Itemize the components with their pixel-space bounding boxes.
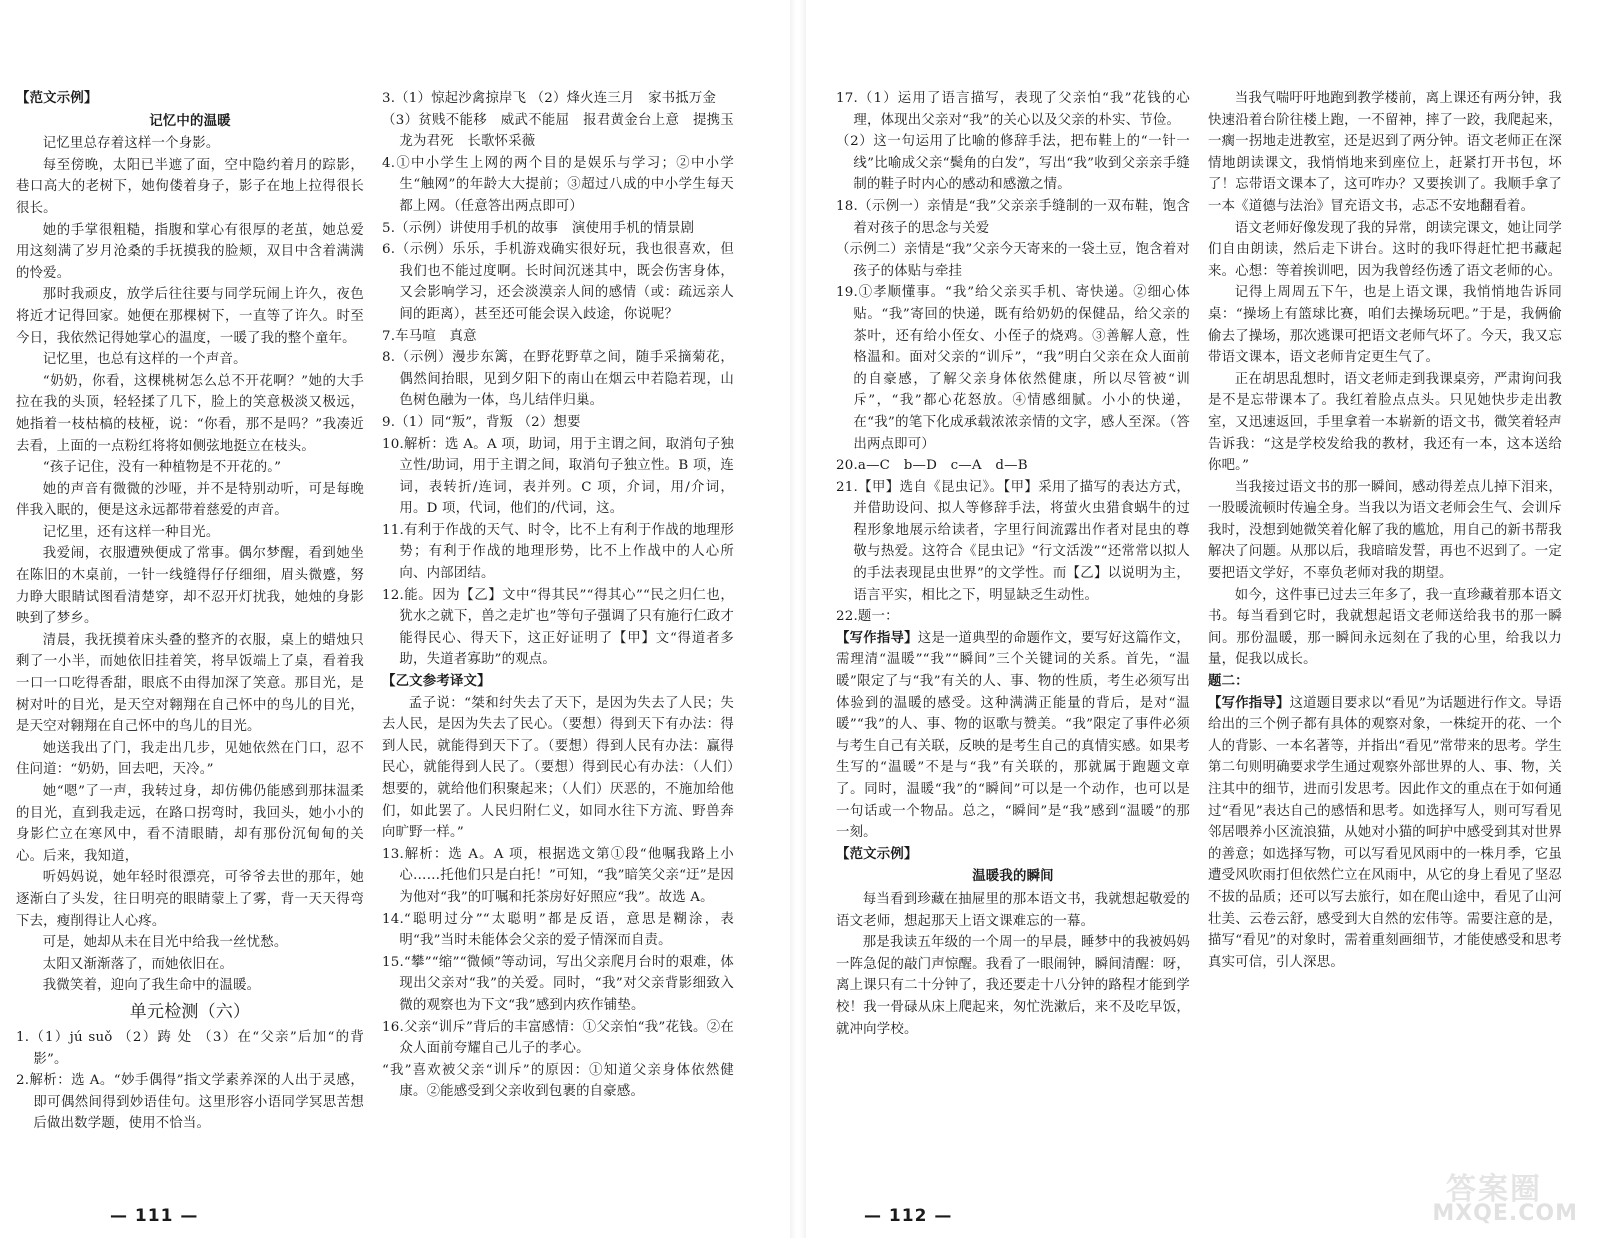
answer-item: 13.解析：选 A。A 项，根据选文第①段“他嘱我路上小心……托他们只是白托！”可知，“我”暗笑父亲“迂”是因为他对“我”的叮嘱和托茶房好好照应“我”。故选 A。 <box>382 846 734 905</box>
answer-list <box>382 88 734 671</box>
answer-item: 22.题一： <box>836 609 899 625</box>
essay-paragraph: 每当看到珍藏在抽屉里的那本语文书，我就想起敬爱的语文老师，想起那天上语文课难忘的一幕。 <box>836 891 1190 929</box>
essay-body <box>16 133 364 997</box>
answer-list <box>382 844 734 1103</box>
left-column-2 <box>382 88 734 1196</box>
right-column-2 <box>1208 88 1562 1196</box>
answer-item: 17.（1）运用了语言描写，表现了父亲怕“我”花钱的心理，体现出父亲对“我”的关心以及父亲的朴实、节俭。 <box>836 91 1190 128</box>
answer-item: 12.能。因为【乙】文中“得其民”“得其心”“民之归仁也，犹水之就下，兽之走圹也”等句子强调了只有施行仁政才能得民心、得天下，这正好证明了【甲】文“得道者多助，失道者寡助”的观点。 <box>382 587 734 668</box>
essay-paragraph: 如今，这件事已过去三年多了，我一直珍藏着那本语文书。每当看到它时，我就想起语文老师送给我书的那一瞬间。那份温暖，那一瞬间永远刻在了我的心里，给我以力量，促我以成长。 <box>1208 587 1562 668</box>
essay-paragraph: 清晨，我抚摸着床头叠的整齐的衣服，桌上的蜡烛只剩了一小半，而她依旧挂着笑，将早饭端上了桌，看着我一口一口吃得香甜，眼底不由得加深了笑意。那目光，是树对叶的目光，是天空对翱翔在自己怀中的鸟儿的目光，是天空对翱翔在自己怀中的鸟儿的目光。 <box>16 632 364 735</box>
answer-item: 3.（1）惊起沙禽掠岸飞 （2）烽火连三月 家书抵万金 <box>382 91 717 106</box>
essay-title: 记忆中的温暖 <box>149 112 231 129</box>
answer-item: 4.①中小学生上网的两个目的是娱乐与学习；②中小学生“触网”的年龄大大提前；③超过八成的中小学生每天都上网。（任意答出两点即可） <box>382 155 734 214</box>
answer-item: 1.（1）jú suǒ （2）踌 处 （3）在“父亲”后加“的背影”。 <box>16 1029 364 1067</box>
essay-paragraph: 当我气喘吁吁地跑到教学楼前，离上课还有两分钟，我快速沿着台阶往楼上跑，一不留神，摔了一跤，我爬起来，一瘸一拐地走进教室，还是迟到了两分钟。语文老师正在深情地朗读课文，我悄悄地来到座位上，赶紧打开书包，坏了！忘带语文课本了，这可咋办？又要挨训了。我顺手拿了一本《道德与法治》冒充语文书，忐忑不安地翻看着。 <box>1208 91 1562 214</box>
essay-title: 温暖我的瞬间 <box>972 868 1054 885</box>
answer-item: 11.有利于作战的天气、时令，比不上有利于作战的地理形势；有利于作战的地理形势，比不上作战中的人心所向、内部团结。 <box>382 522 734 582</box>
essay-paragraph: 那是我读五年级的一个周一的早晨，睡梦中的我被妈妈一阵急促的敲门声惊醒。我看了一眼闹钟，瞬间清醒：呀，离上课只有二十分钟了，我还要走十八分钟的路程才能到学校！我一骨碌从床上爬起来，匆忙洗漱后，来不及吃早饭，就冲向学校。 <box>836 935 1190 1037</box>
answer-list <box>836 88 1190 628</box>
answer-item: （2）这一句运用了比喻的修辞手法，把布鞋上的“一针一线”比喻成父亲“鬓角的白发”，写出“我”收到父亲亲手缝制的鞋子时内心的感动和感激之情。 <box>836 134 1190 193</box>
answer-item: 20.a—C b—D c—A d—B <box>836 458 1028 474</box>
answer-item: 16.父亲“训斥”背后的丰富感情：①父亲怕“我”花钱。②在众人面前夸耀自己儿子的孝心。 <box>382 1019 734 1057</box>
section-title: 单元检测（六） <box>129 1001 251 1022</box>
answer-item: 7.车马喧 真意 <box>382 328 477 344</box>
essay-paragraph: 她的手掌很粗糙，指腹和掌心有很厚的老茧，她总爱用这刻满了岁月沧桑的手抚摸我的脸颊，双目中含着满满的怜爱。 <box>16 222 364 281</box>
essay-paragraph: 当我接过语文书的那一瞬间，感动得差点儿掉下泪来，一股暖流顿时传遍全身。当我以为语文老师会生气、会训斥我时，没想到她微笑着化解了我的尴尬，用自己的新书帮我解决了问题。从那以后，我暗暗发誓，再也不迟到了。一定要把语文学好，不辜负老师对我的期望。 <box>1208 479 1562 582</box>
essay-paragraph: 我爱闹，衣服遭殃便成了常事。偶尔梦醒，看到她坐在陈旧的木桌前，一针一线缝得仔仔细细，眉头微蹙，努力睁大眼睛试图看清楚穿，却不忍开灯扰我，她烛的身影映到了梦乡。 <box>16 546 364 627</box>
essay-paragraph: 我微笑着，迎向了我生命中的温暖。 <box>42 978 261 994</box>
watermark-logo <box>1342 1162 1582 1228</box>
book-gutter <box>790 0 806 1238</box>
right-column-1 <box>836 88 1190 1196</box>
answer-item: 6.（示例）乐乐，手机游戏确实很好玩，我也很喜欢，但我们也不能过度啊。长时间沉迷其中，既会伤害身体，又会影响学习，还会淡漠亲人间的感情（或：疏远亲人间的距离），甚至还可能会误入歧途，你说呢？ <box>382 242 734 322</box>
answer-item: 19.①孝顺懂事。“我”给父亲买手机、寄快递。②细心体贴。“我”寄回的快递，既有给奶奶的保健品，给父亲的茶叶，还有给小侄女、小侄子的烧鸡。③善解人意，性格温和。面对父亲的“训斥”，“我”明白父亲在众人面前的自豪感，了解父亲身体依然健康，所以尽管被“训斥”，“我”都心花怒放。④情感细腻。小小的快递，在“我”的笔下化成承载浓浓亲情的文字，感人至深。（答出两点即可） <box>836 285 1190 452</box>
guide-text: 这道题目要求以“看见”为话题进行作文。导语给出的三个例子都有具体的观察对象，一株绽开的花、一个人的背影、一本名著等，并指出“看见”常带来的思考。学生第二句则明确要求学生通过观察外部世界的人、事、物，关注其中的细节，进而引发思考。因此作文的重点在于如何通过“看见”表达自己的感悟和思考。如选择写人，则可写看见邻居喂养小区流浪猫，从她对小猫的呵护中感受到其对世界的善意；如选择写物，可以写看见风雨中的一株月季，它虽遭受风吹雨打但依然伫立在风雨中，从它的身上看见了坚忍不拔的品质；还可以写去旅行，如在爬山途中，看见了山河壮美、云卷云舒，感受到大自然的宏伟等。需要注意的是，描写“看见”的对象时，需着重刻画细节，才能使感受和思考真实可信，引人深思。 <box>1208 695 1562 970</box>
page-number: — 111 — <box>110 1206 199 1226</box>
guide-tag: 【写作指导】 <box>1208 694 1290 711</box>
answer-item: 18.（示例一）亲情是“我”父亲亲手缝制的一双布鞋，饱含着对孩子的思念与关爱 <box>836 198 1190 236</box>
guide-text: 这是一道典型的命题作文，要写好这篇作文，需理清“温暖”“我”“瞬间”三个关键词的关系。首先，“温暖”限定了与“我”有关的人、事、物的性质，考生必须写出体验到的温暖的感受。这种满满正能量的背后，是对“温暖”“我”的人、事、物的讴歌与赞美。“我”限定了事件必须与考生自己有关联，反映的是考生自己的真情实感。如果考生写的“温暖”不是与“我”有关联的，那就属于跑题文章了。同时，温暖“我”的“瞬间”可以是一个动作，也可以是一句话或一个物品。总之，“瞬间”是“我”感到“温暖”的那一刻。 <box>836 630 1190 841</box>
translation-text: 孟子说：“桀和纣失去了天下，是因为失去了人民；失去人民，是因为失去了民心。（要想）得到天下有办法：得到人民，就能得到天下了。（要想）得到人民有办法：赢得民心，就能得到人民了。（要想）得到民心有办法：（人们）想要的，就给他们积聚起来；（人们）厌恶的，不施加给他们，如此罢了。人民归附仁义，如同水往下方流、野兽奔向旷野一样。” <box>382 695 734 841</box>
answer-item: 14.“聪明过分”“太聪明”都是反语，意思是糊涂，表明“我”当时未能体会父亲的爱子情深而自责。 <box>382 911 734 949</box>
watermark-text: 答案圈 <box>1446 1172 1542 1207</box>
essay-paragraph: “奶奶，你看，这棵桃树怎么总不开花啊？”她的大手拉在我的头顶，轻轻揉了几下，脸上的笑意极淡又极远，她指着一枝枯槁的枝桠，说：“你看，那不是吗？”我凑近去看，上面的一点粉红将将如侧弦地挺立在枝头。 <box>16 373 364 454</box>
left-page <box>0 0 790 1238</box>
essay-paragraph: “孩子记住，没有一种植物是不开花的。” <box>42 460 282 476</box>
essay-paragraph: 太阳又渐渐落了，而她依旧在。 <box>42 956 234 972</box>
essay-paragraph: 记忆里，还有这样一种目光。 <box>42 524 220 540</box>
essay-paragraph: 听妈妈说，她年轻时很漂亮，可爷爷去世的那年，她逐渐白了头发，往日明亮的眼睛蒙上了雾，背一天天得弯下去，瘦削得让人心疼。 <box>16 870 364 929</box>
answer-item: 10.解析：选 A。A 项，助词，用于主谓之间，取消句子独立性/助词，用于主谓之间，取消句子独立性。B 项，连词，表转折/连词，表并列。C 项，介词，用/介词，用。D 项，代词，他们的/代词，这。 <box>382 436 734 517</box>
essay-paragraph: 正在胡思乱想时，语文老师走到我课桌旁，严肃询问我是不是忘带课本了。我红着脸点点头。只见她快步走出教室，又迅速返回，手里拿着一本崭新的语文书，微笑着轻声告诉我：“这是学校发给我的教材，我还有一本，这本送给你吧。” <box>1208 371 1562 474</box>
essay-paragraph: 她的声音有微微的沙哑，并不是特别动听，可是每晚伴我入眠的，便是这永远都带着慈爱的声音。 <box>16 481 364 519</box>
essay-paragraph: 每至傍晚，太阳已半遮了面，空中隐约着月的踪影，巷口高大的老树下，她佝偻着身子，影子在地上拉得很长很长。 <box>16 157 364 216</box>
essay-paragraph: 她送我出了门，我走出几步，见她依然在门口，忍不住问道：“奶奶，回去吧，天冷。” <box>16 740 364 778</box>
example-tag: 【范文示例】 <box>16 90 98 106</box>
page-number: — 112 — <box>864 1206 953 1226</box>
answer-item: 2.解析：选 A。“妙手偶得”指文学素养深的人出于灵感，即可偶然间得到妙语佳句。这里形容小语同学冥思苦想后做出数学题，使用不恰当。 <box>16 1073 364 1132</box>
answer-item: 5.（示例）讲使用手机的故事 演使用手机的情景剧 <box>382 220 695 236</box>
essay-paragraph: 她“嗯”了一声，我转过身，却仿佛仍能感到那抹温柔的目光，直到我走远，在路口拐弯时，我回头，她小小的身影伫立在寒风中，看不清眼睛，却有那份沉甸甸的关心。后来，我知道， <box>16 784 364 864</box>
left-column-1 <box>16 88 364 1196</box>
translation-tag: 【乙文参考译文】 <box>382 673 491 690</box>
essay-paragraph: 那时我顽皮，放学后往往要与同学玩闹上许久，夜色将近才记得回家。她便在那棵树下，一直等了许久。时至今日，我依然记得她掌心的温度，一暖了我的整个童年。 <box>16 287 364 346</box>
answer-item: （示例二）亲情是“我”父亲今天寄来的一袋土豆，饱含着对孩子的体贴与牵挂 <box>836 242 1190 279</box>
answer-item: 21.【甲】选自《昆虫记》。【甲】采用了描写的表达方式，并借助设问、拟人等修辞手法，将萤火虫猎食蜗牛的过程形象地展示给读者，字里行间流露出作者对昆虫的尊敬与热爱。这符合《昆虫记》“行文活泼”“还常常以拟人的手法表现昆虫世界”的文学性。而【乙】以说明为主，语言平实，相比之下，明显缺乏生动性。 <box>836 479 1190 603</box>
essay-body <box>836 889 1190 1040</box>
essay-paragraph: 记忆里，也总有这样的一个声音。 <box>42 352 247 368</box>
answer-item: “我”喜欢被父亲“训斥”的原因：①知道父亲身体依然健康。②能感受到父亲收到包裹的自豪感。 <box>382 1062 734 1100</box>
example-tag: 【范文示例】 <box>836 845 918 862</box>
answer-item: 9.（1）同“叛”，背叛 （2）想要 <box>382 414 581 430</box>
question-title: 题二： <box>1208 673 1249 690</box>
answer-item: （3）贫贱不能移 威武不能屈 报君黄金台上意 提携玉龙为君死 长歌怀采薇 <box>382 112 734 150</box>
essay-body <box>1208 88 1562 671</box>
right-page <box>806 0 1600 1238</box>
essay-paragraph: 记忆里总存着这样一个身影。 <box>42 136 220 152</box>
guide-tag: 【写作指导】 <box>836 629 918 646</box>
essay-paragraph: 可是，她却从未在目光中给我一丝忧愁。 <box>42 935 288 951</box>
watermark-url: MXQE.COM <box>1432 1201 1578 1226</box>
essay-paragraph: 语文老师好像发现了我的异常，朗读完课文，她让同学们自由朗读，然后走下讲台。这时的我吓得赶忙把书藏起来。心想：等着挨训吧，因为我曾经伤透了语文老师的心。 <box>1208 220 1562 279</box>
answer-item: 8.（示例）漫步东篱，在野花野草之间，随手采摘菊花，偶然间抬眼，见到夕阳下的南山在烟云中若隐若现，山色树色融为一体，鸟儿结伴归巢。 <box>382 350 734 409</box>
essay-paragraph: 记得上周周五下午，也是上语文课，我悄悄地告诉同桌：“操场上有篮球比赛，咱们去操场玩吧。”于是，我俩偷偷去了操场，那次逃课可把语文老师气坏了。今天，我又忘带语文课本，语文老师肯定更生气了。 <box>1208 285 1562 366</box>
answer-item: 15.“攀”“缩”“微倾”等动词，写出父亲爬月台时的艰难，体现出父亲对“我”的关爱。同时，“我”对父亲背影细致入微的观察也为下文“我”感到内疚作铺垫。 <box>382 954 734 1013</box>
